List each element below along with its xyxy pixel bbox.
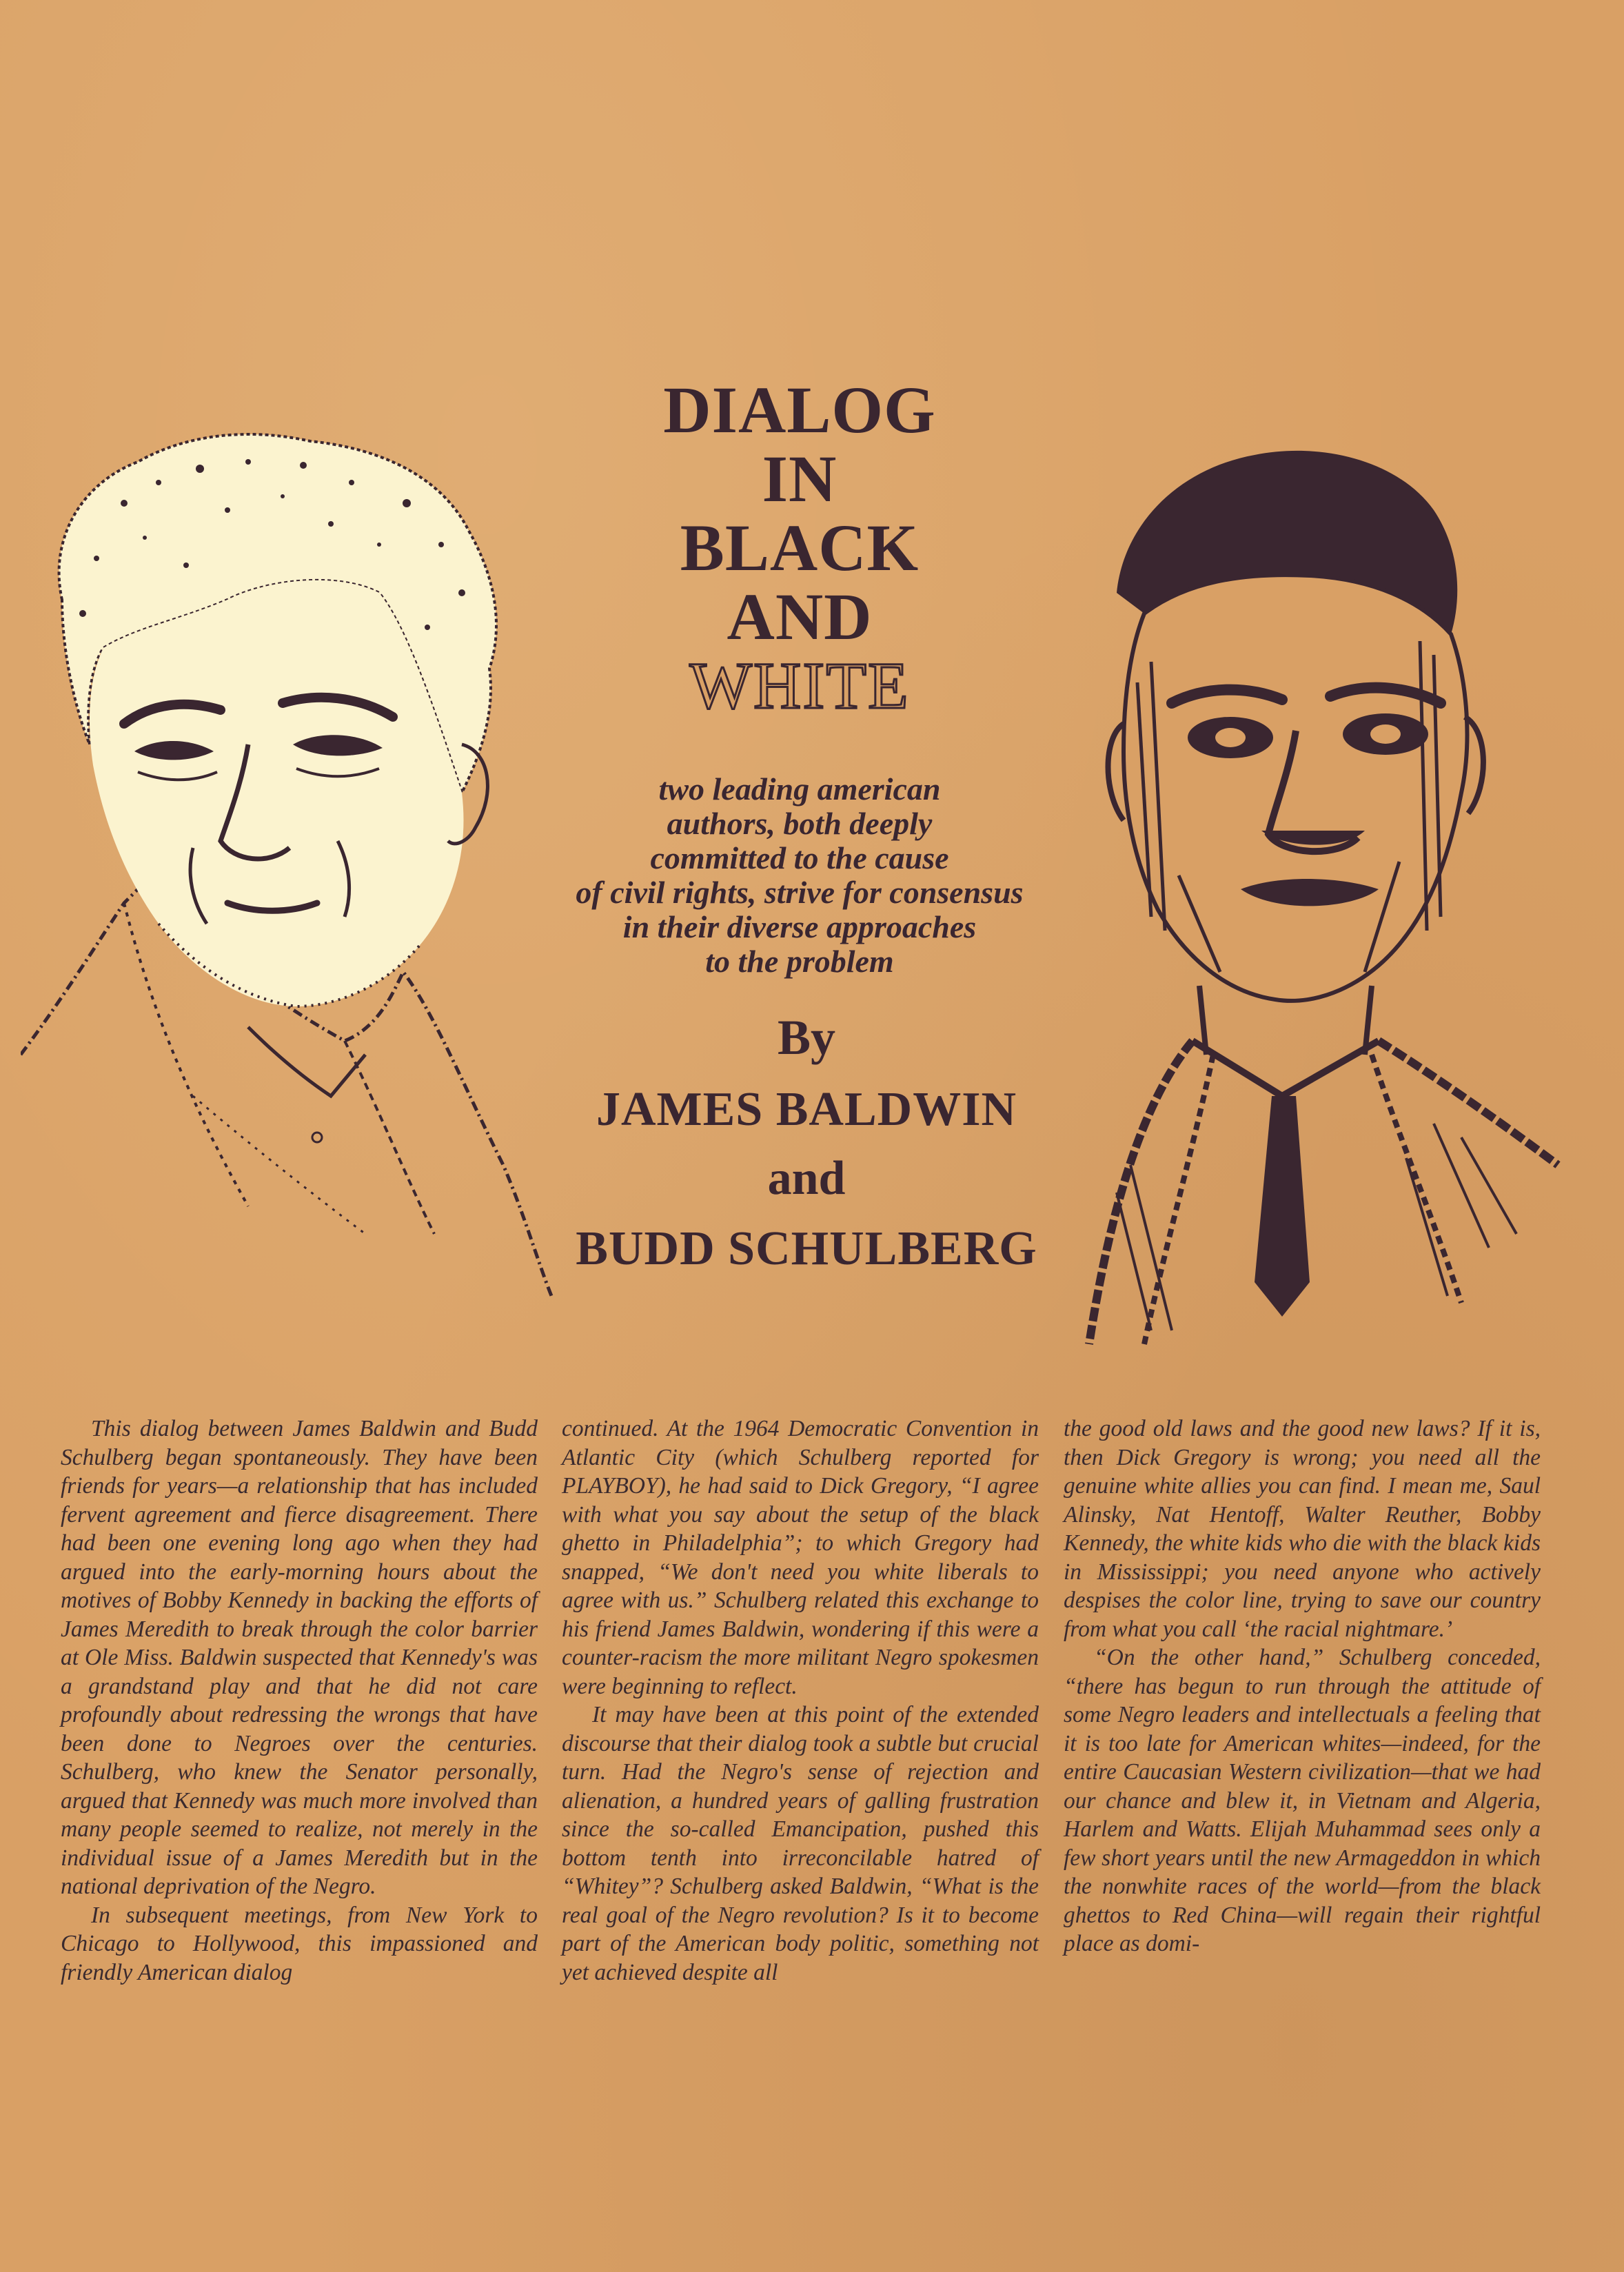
subtitle-line: authors, both deeply bbox=[667, 806, 933, 841]
paragraph: This dialog between James Baldwin and Budd Schulberg began spontaneously. They have been friends for years—a relationship that has included fervent agreement and fierce disagreement. There had been one evening long ago when they had argued into the early-morning hours about the motives of Bobby Kennedy in backing the efforts of James Meredith to break through the color barrier at Ole Miss. Baldwin suspected that Kennedy's was a grandstand play and that he did not care profoundly about redressing the wrongs that have been done to Negroes over the centuries. Schulberg, who knew the Senator personally, argued that Kennedy was much more involved than many people seemed to realize, not merely in the individual issue of a James Meredith but in the national deprivation of the Negro. bbox=[61, 1416, 538, 1899]
left-portrait-illustration bbox=[21, 434, 551, 1296]
title-line-dialog: DIALOG bbox=[663, 373, 936, 447]
title-line-in: IN bbox=[762, 442, 838, 516]
title-line-black: BLACK bbox=[680, 511, 920, 585]
author-baldwin: JAMES BALDWIN bbox=[596, 1083, 1017, 1136]
subtitle-line: two leading american bbox=[658, 771, 941, 807]
body-column-2 bbox=[562, 1414, 1039, 2118]
title-line-and: AND bbox=[727, 580, 873, 653]
byline-and: and bbox=[767, 1152, 846, 1205]
byline bbox=[531, 1006, 1082, 1277]
subtitle-line: of civil rights, strive for consensus bbox=[576, 875, 1024, 910]
paragraph: It may have been at this point of the extended discourse that their dialog took a subtle but crucial turn. Had the Negro's sense of rejection and alienation, a hundred years of galling frustration since the so-called Emancipation, pushed this bottom tenth into irreconcilable hatred of “Whitey”? Schulberg asked Baldwin, “What is the real goal of the Negro revolution? Is it to become part of the American body politic, something not yet achieved despite all bbox=[562, 1702, 1039, 1985]
subtitle-line: to the problem bbox=[705, 944, 894, 979]
body-column-3 bbox=[1064, 1414, 1541, 2118]
article-title bbox=[545, 373, 1055, 722]
paragraph: the good old laws and the good new laws? If it is, then Dick Gregory is wrong; you need all the genuine white allies you can find. I mean me, Saul Alinsky, Nat Hentoff, Walter Reuther, Bobby Kennedy, the white kids who die with the black kids in Mississippi; you need anyone who actively despises the color line, trying to save our country from what you call ‘the racial nightmare.’ bbox=[1064, 1416, 1541, 1642]
right-portrait-illustration bbox=[1089, 451, 1558, 1344]
body-column-1 bbox=[61, 1414, 538, 2118]
article-subtitle bbox=[476, 772, 1124, 979]
subtitle-line: in their diverse approaches bbox=[622, 909, 977, 944]
paragraph: continued. At the 1964 Democratic Convention in Atlantic City (which Schulberg reported for PLAYBOY), he had said to Dick Gregory, “I agree with what you say about the setup of the black ghetto in Philadelphia”; to which Gregory had snapped, “We don't need you white liberals to agree with us.” Schulberg related this exchange to his friend James Baldwin, wondering if this were a counter-racism the more militant Negro spokesmen were beginning to reflect. bbox=[562, 1416, 1039, 1699]
subtitle-line: committed to the cause bbox=[650, 840, 949, 875]
byline-by: By bbox=[777, 1010, 836, 1065]
title-line-white: WHITE bbox=[689, 649, 910, 722]
paragraph: “On the other hand,” Schulberg conceded, “there has begun to run through the attitude of some Negro leaders and intellectuals a feeling that it is too late for American whites—indeed, for the entire Caucasian Western civilization—that we had our chance and blew it, in Vietnam and Algeria, Harlem and Watts. Elijah Muhammad sees only a few short years until the new Armageddon in which the nonwhite races of the world—from the black ghettos to Red China—will regain their rightful place as domi- bbox=[1064, 1645, 1541, 1956]
author-schulberg: BUDD SCHULBERG bbox=[576, 1222, 1037, 1275]
baldwin-portrait bbox=[1075, 434, 1572, 1358]
paragraph: In subsequent meetings, from New York to Chicago to Hollywood, this impassioned and friendly American dialog bbox=[61, 1902, 538, 1985]
